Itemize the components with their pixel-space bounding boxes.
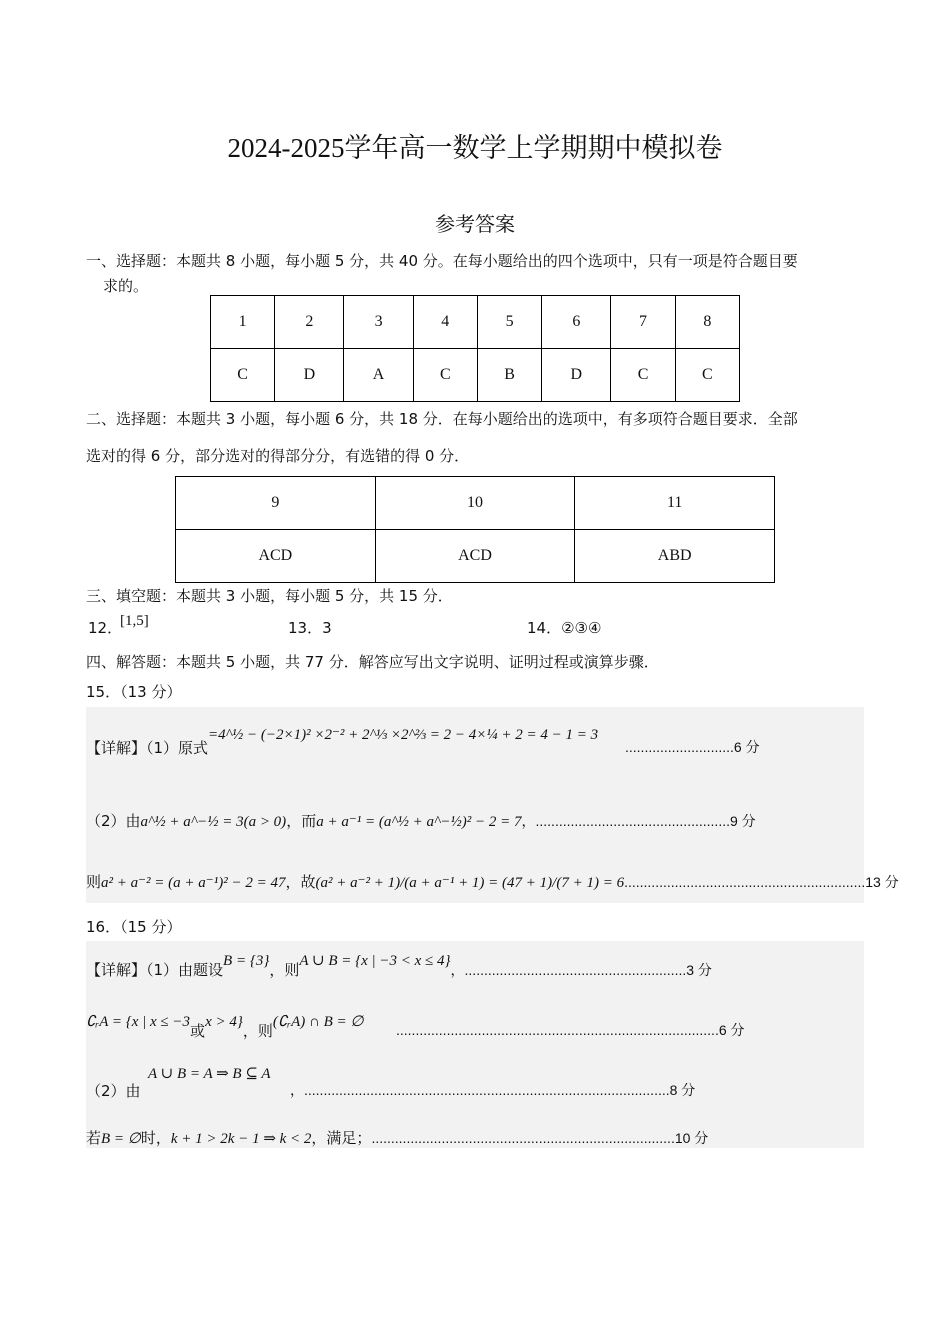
score: ，.........................................................3 分: [450, 962, 712, 978]
math: a^½ + a^−½ = 3(a > 0): [140, 814, 287, 830]
text: ，而: [286, 812, 317, 830]
score: ..............................................................................10 分: [371, 1130, 709, 1146]
question-number-cell: 3: [344, 296, 413, 349]
question-number-cell: 9: [176, 477, 376, 530]
q16-label: 16．（15 分）: [86, 918, 182, 936]
answer-table-1: [210, 295, 740, 402]
math: x > 4}: [205, 1014, 243, 1030]
math: A ∪ B = {x | −3 < x ≤ 4}: [299, 953, 451, 969]
question-number-cell: 2: [275, 296, 344, 349]
text: 则: [86, 873, 102, 891]
question-number-cell: 7: [611, 296, 675, 349]
answer-cell: A: [344, 349, 413, 402]
answer-cell: D: [542, 349, 611, 402]
question-number-cell: 11: [575, 477, 775, 530]
question-number-cell: 1: [211, 296, 275, 349]
question-number-cell: 5: [477, 296, 541, 349]
text: 或: [190, 1022, 206, 1040]
question-number-cell: 4: [413, 296, 477, 349]
text: 【详解】（1）由题设: [86, 961, 224, 979]
answer-cell: ACD: [375, 530, 575, 583]
math: B = {3}: [223, 953, 270, 969]
math: k + 1 > 2k − 1 ⇒ k < 2: [170, 1131, 312, 1147]
text: 时，: [140, 1129, 171, 1147]
text: 【详解】（1）原式: [86, 739, 209, 757]
text: 若: [86, 1129, 102, 1147]
section3-heading: 三、填空题：本题共 3 小题，每小题 5 分，共 15 分．: [86, 587, 453, 605]
q16-line2: [86, 1010, 364, 1040]
page-subtitle: 参考答案: [435, 212, 515, 236]
q16-line3-label: （2）由: [86, 1082, 141, 1100]
q15-line3: [86, 871, 899, 892]
math: B = ∅: [101, 1131, 141, 1147]
answer-cell: D: [275, 349, 344, 402]
math: (a² + a⁻² + 1)/(a + a⁻¹ + 1) = (47 + 1)/(7 + 1) = 6: [315, 875, 625, 891]
answer-table-2: [175, 476, 775, 583]
answer-cell: C: [211, 349, 275, 402]
score: ，..................................................9 分: [521, 813, 756, 829]
math: (∁ᵣA) ∩ B = ∅: [272, 1014, 364, 1030]
q16-line1: [86, 953, 712, 980]
page-title: 2024-2025学年高一数学上学期期中模拟卷: [227, 133, 723, 163]
q15-line1: [86, 727, 599, 758]
q12-label: 12．: [88, 619, 123, 637]
text: ，故: [285, 873, 316, 891]
math: ∁ᵣA = {x | x ≤ −3: [86, 1014, 191, 1030]
text: ，则: [242, 1022, 273, 1040]
answer-cell: ACD: [176, 530, 376, 583]
section4-heading: 四、解答题：本题共 5 小题，共 77 分．解答应写出文字说明、证明过程或演算步骤．: [86, 653, 659, 671]
math: a + a⁻¹ = (a^½ + a^−½)² − 2 = 7: [316, 814, 522, 830]
q16-line3-math: A ∪ B = A ⇒ B ⊆ A: [148, 1066, 271, 1082]
q14-answer: 14．②③④: [527, 619, 602, 637]
q16-score3: ，..............................................................................................8 分: [290, 1082, 696, 1098]
q15-label: 15．（13 分）: [86, 683, 182, 701]
q15-line2: [86, 810, 756, 831]
score: ..............................................................13 分: [624, 874, 899, 890]
answer-cell: ABD: [575, 530, 775, 583]
section2-heading: 二、选择题：本题共 3 小题，每小题 6 分，共 18 分．在每小题给出的选项中，有多项符合题目要求．全部: [86, 410, 798, 428]
math: =4^½ − (−2×1)² ×2⁻² + 2^⅓ ×2^⅔ = 2 − 4×¼ + 2 = 4 − 1 = 3: [208, 727, 599, 743]
answer-cell: C: [675, 349, 739, 402]
text: （2）由: [86, 812, 141, 830]
q16-line4: [86, 1127, 708, 1148]
math: a² + a⁻² = (a + a⁻¹)² − 2 = 47: [101, 875, 286, 891]
section1-heading-cont: 求的。: [103, 277, 149, 295]
section1-heading: 一、选择题：本题共 8 小题，每小题 5 分，共 40 分。在每小题给出的四个选项中，只有一项是符合题目要: [86, 252, 798, 270]
q15-score1: ............................6 分: [625, 739, 760, 755]
answer-cell: B: [477, 349, 541, 402]
q16-score2: ...................................................................................6 分: [396, 1022, 745, 1038]
section2-heading-cont: 选对的得 6 分，部分选对的得部分分，有选错的得 0 分．: [86, 447, 470, 465]
q13-answer: 13．3: [288, 619, 332, 637]
question-number-cell: 6: [542, 296, 611, 349]
question-number-cell: 10: [375, 477, 575, 530]
q12-answer: [1,5]: [120, 613, 149, 629]
text: ，则: [269, 961, 300, 979]
text: ，满足；: [311, 1129, 372, 1147]
question-number-cell: 8: [675, 296, 739, 349]
answer-cell: C: [413, 349, 477, 402]
answer-cell: C: [611, 349, 675, 402]
